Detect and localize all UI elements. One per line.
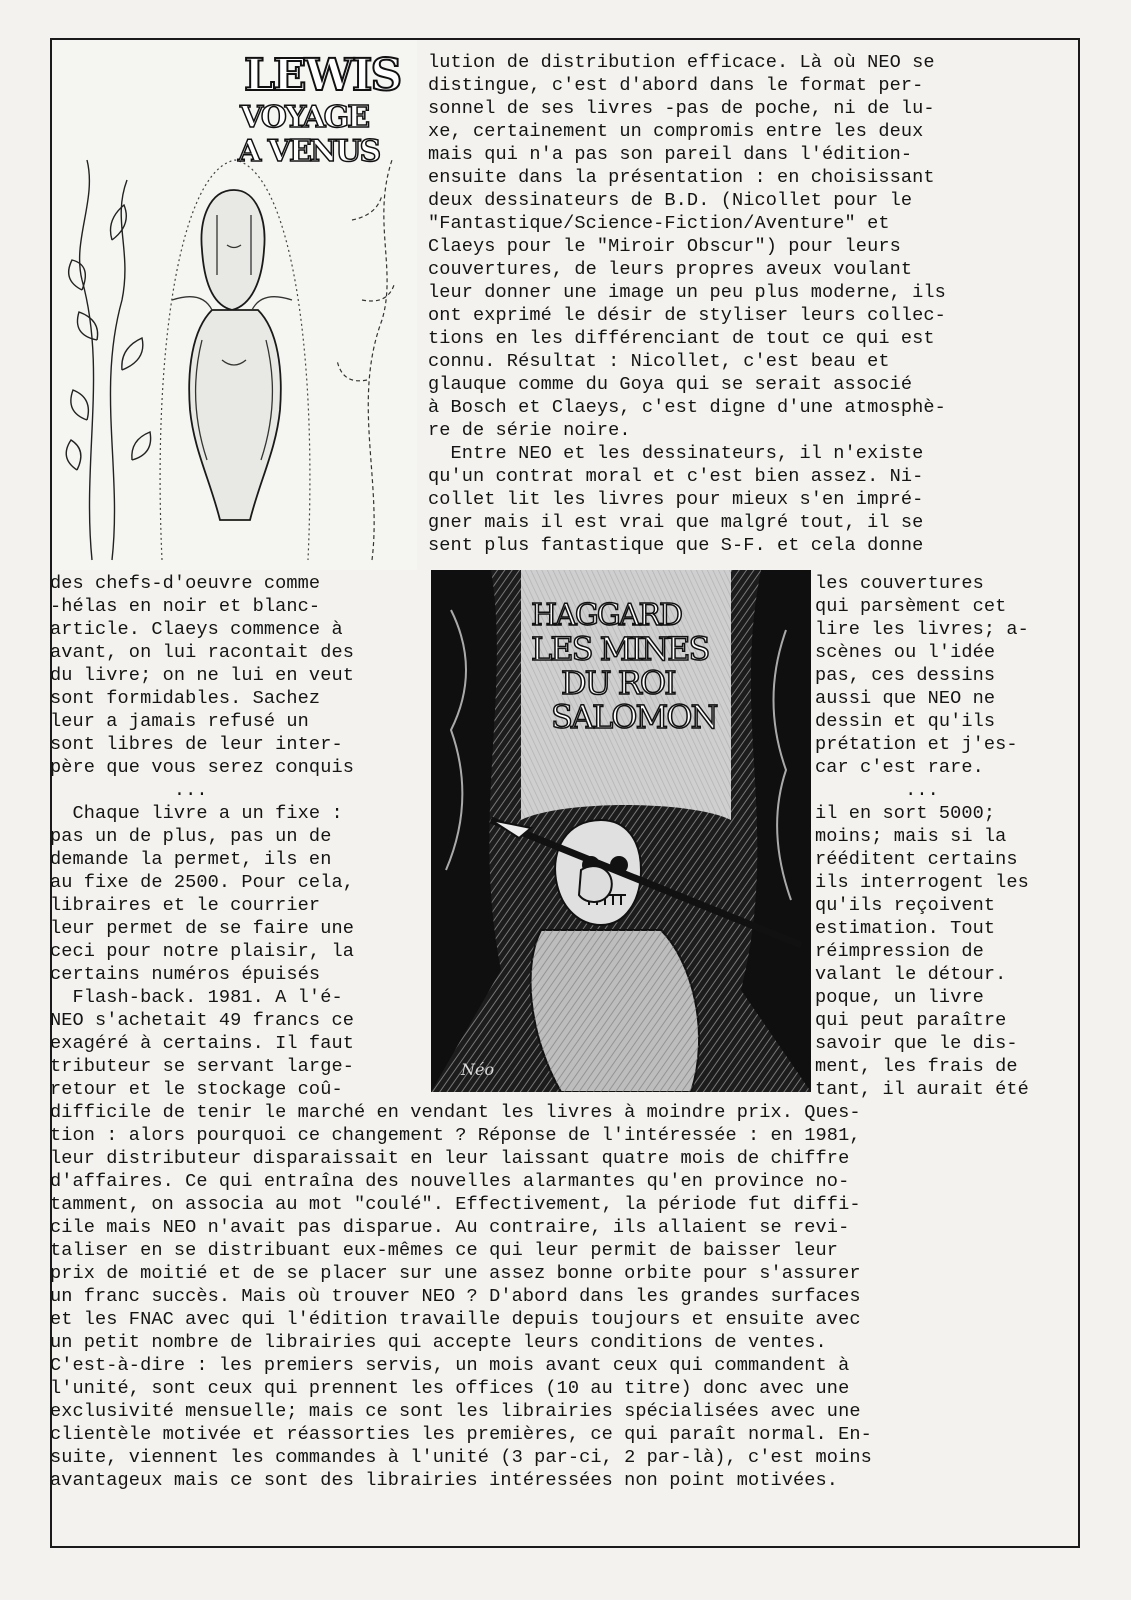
text-line: demande la permet, ils en <box>50 849 332 870</box>
text-line: des chefs-d'oeuvre comme <box>50 573 321 594</box>
text-line: l'unité, sont ceux qui prennent les offices (10 au titre) donc avec une <box>50 1378 850 1399</box>
cover-title-line1: VOYAGE <box>240 100 369 135</box>
text-line: Chaque livre a un fixe : <box>50 803 343 824</box>
cover-illustration-haggard <box>431 570 811 1092</box>
cover-author-haggard: HAGGARD <box>531 598 682 633</box>
text-line: qu'un contrat moral et c'est bien assez. Ni- <box>428 466 924 487</box>
text-line: Claeys pour le "Miroir Obscur") pour leurs <box>428 236 901 257</box>
text-line: à Bosch et Claeys, c'est digne d'une atmosphè- <box>428 397 946 418</box>
text-line: re de série noire. <box>428 420 631 441</box>
text-line: C'est-à-dire : les premiers servis, un mois avant ceux qui commandent à <box>50 1355 850 1376</box>
text-line: NEO s'achetait 49 francs ce <box>50 1010 354 1031</box>
text-line: leur donner une image un peu plus moderne, ils <box>428 282 946 303</box>
text-line: suite, viennent les commandes à l'unité (3 par-ci, 2 par-là), c'est moins <box>50 1447 872 1468</box>
text-line: libraires et le courrier <box>50 895 321 916</box>
text-line: avant, on lui racontait des <box>50 642 354 663</box>
text-line: ment, les frais de <box>815 1056 1018 1077</box>
cover-title-haggard-2: DU ROI <box>561 664 675 702</box>
text-line: pas un de plus, pas un de <box>50 826 332 847</box>
text-line: leur permet de se faire une <box>50 918 354 939</box>
cover-author-lewis: LEWIS <box>244 50 401 101</box>
text-line: exagéré à certains. Il faut <box>50 1033 354 1054</box>
text-line: certains numéros épuisés <box>50 964 321 985</box>
text-line: xe, certainement un compromis entre les deux <box>428 121 924 142</box>
text-line: taliser en se distribuant eux-mêmes ce qui leur permit de baisser leur <box>50 1240 839 1261</box>
text-line: connu. Résultat : Nicollet, c'est beau et <box>428 351 890 372</box>
text-line: tant, il aurait été <box>815 1079 1029 1100</box>
text-line: ceci pour notre plaisir, la <box>50 941 354 962</box>
text-line: ont exprimé le désir de styliser leurs collec- <box>428 305 946 326</box>
text-line: aussi que NEO ne <box>815 688 996 709</box>
text-line: retour et le stockage coû- <box>50 1079 343 1100</box>
text-line: distingue, c'est d'abord dans le format per- <box>428 75 924 96</box>
text-line: dessin et qu'ils <box>815 711 996 732</box>
text-line: sont formidables. Sachez <box>50 688 321 709</box>
text-line: mais qui n'a pas son pareil dans l'édition- <box>428 144 913 165</box>
text-line: tributeur se servant large- <box>50 1056 354 1077</box>
text-line: -hélas en noir et blanc- <box>50 596 321 617</box>
text-line: couvertures, de leurs propres aveux voulant <box>428 259 913 280</box>
text-line: avantageux mais ce sont des librairies intéressées non point motivées. <box>50 1470 839 1491</box>
text-line: moins; mais si la <box>815 826 1007 847</box>
text-line: ... <box>815 780 939 801</box>
text-line: pas, ces dessins <box>815 665 996 686</box>
text-line: et les FNAC avec qui l'édition travaille depuis toujours et ensuite avec <box>50 1309 861 1330</box>
text-line: estimation. Tout <box>815 918 996 939</box>
text-line: ensuite dans la présentation : en choisissant <box>428 167 935 188</box>
text-line: leur a jamais refusé un <box>50 711 309 732</box>
cover-title-haggard-3: SALOMON <box>551 698 717 736</box>
text-line: qui parsèment cet <box>815 596 1007 617</box>
text-line: réimpression de <box>815 941 984 962</box>
text-line: gner mais il est vrai que malgré tout, il se <box>428 512 924 533</box>
text-line: deux dessinateurs de B.D. (Nicollet pour le <box>428 190 913 211</box>
text-line: prix de moitié et de se placer sur une assez bonne orbite pour s'assurer <box>50 1263 861 1284</box>
text-line: père que vous serez conquis <box>50 757 354 778</box>
text-line: article. Claeys commence à <box>50 619 343 640</box>
text-line: glauque comme du Goya qui se serait associé <box>428 374 913 395</box>
text-line: un petit nombre de librairies qui accepte leurs conditions de ventes. <box>50 1332 827 1353</box>
text-line: d'affaires. Ce qui entraîna des nouvelles alarmantes qu'en province no- <box>50 1171 850 1192</box>
cover-illustration-lewis <box>52 40 417 570</box>
text-line: collet lit les livres pour mieux s'en impré- <box>428 489 924 510</box>
text-line: valant le détour. <box>815 964 1007 985</box>
text-line: ils interrogent les <box>815 872 1029 893</box>
cover-title-haggard-1: LES MINES <box>531 630 709 668</box>
text-line: tion : alors pourquoi ce changement ? Réponse de l'intéressée : en 1981, <box>50 1125 861 1146</box>
text-line: difficile de tenir le marché en vendant les livres à moindre prix. Ques- <box>50 1102 861 1123</box>
text-line: sonnel de ses livres -pas de poche, ni de lu- <box>428 98 935 119</box>
text-line: du livre; on ne lui en veut <box>50 665 354 686</box>
text-line: sent plus fantastique que S-F. et cela donne <box>428 535 924 556</box>
cover-logo-neo: Néo <box>461 1060 495 1079</box>
text-line: tamment, on associa au mot "coulé". Effectivement, la période fut diffi- <box>50 1194 861 1215</box>
text-line: car c'est rare. <box>815 757 984 778</box>
text-line: tions en les différenciant de tout ce qui est <box>428 328 935 349</box>
text-line: clientèle motivée et réassorties les premières, ce qui paraît normal. En- <box>50 1424 872 1445</box>
text-line: Entre NEO et les dessinateurs, il n'existe <box>428 443 924 464</box>
text-line: au fixe de 2500. Pour cela, <box>50 872 354 893</box>
text-line: cile mais NEO n'avait pas disparue. Au contraire, ils allaient se revi- <box>50 1217 850 1238</box>
text-line: lution de distribution efficace. Là où NEO se <box>428 52 935 73</box>
text-line: les couvertures <box>815 573 984 594</box>
text-line: exclusivité mensuelle; mais ce sont les librairies spécialisées avec une <box>50 1401 861 1422</box>
cover-title-line2: A VENUS <box>238 134 380 169</box>
text-line: prétation et j'es- <box>815 734 1018 755</box>
text-line: qu'ils reçoivent <box>815 895 996 916</box>
text-line: qui peut paraître <box>815 1010 1007 1031</box>
text-line: Flash-back. 1981. A l'é- <box>50 987 343 1008</box>
text-line: "Fantastique/Science-Fiction/Aventure" et <box>428 213 890 234</box>
text-line: un franc succès. Mais où trouver NEO ? D'abord dans les grandes surfaces <box>50 1286 861 1307</box>
text-line: lire les livres; a- <box>815 619 1029 640</box>
text-line: il en sort 5000; <box>815 803 996 824</box>
text-line: savoir que le dis- <box>815 1033 1018 1054</box>
text-line: ... <box>50 780 208 801</box>
text-line: poque, un livre <box>815 987 984 1008</box>
text-line: leur distributeur disparaissait en leur laissant quatre mois de chiffre <box>50 1148 850 1169</box>
text-line: scènes ou l'idée <box>815 642 996 663</box>
text-line: rééditent certains <box>815 849 1018 870</box>
text-line: sont libres de leur inter- <box>50 734 343 755</box>
